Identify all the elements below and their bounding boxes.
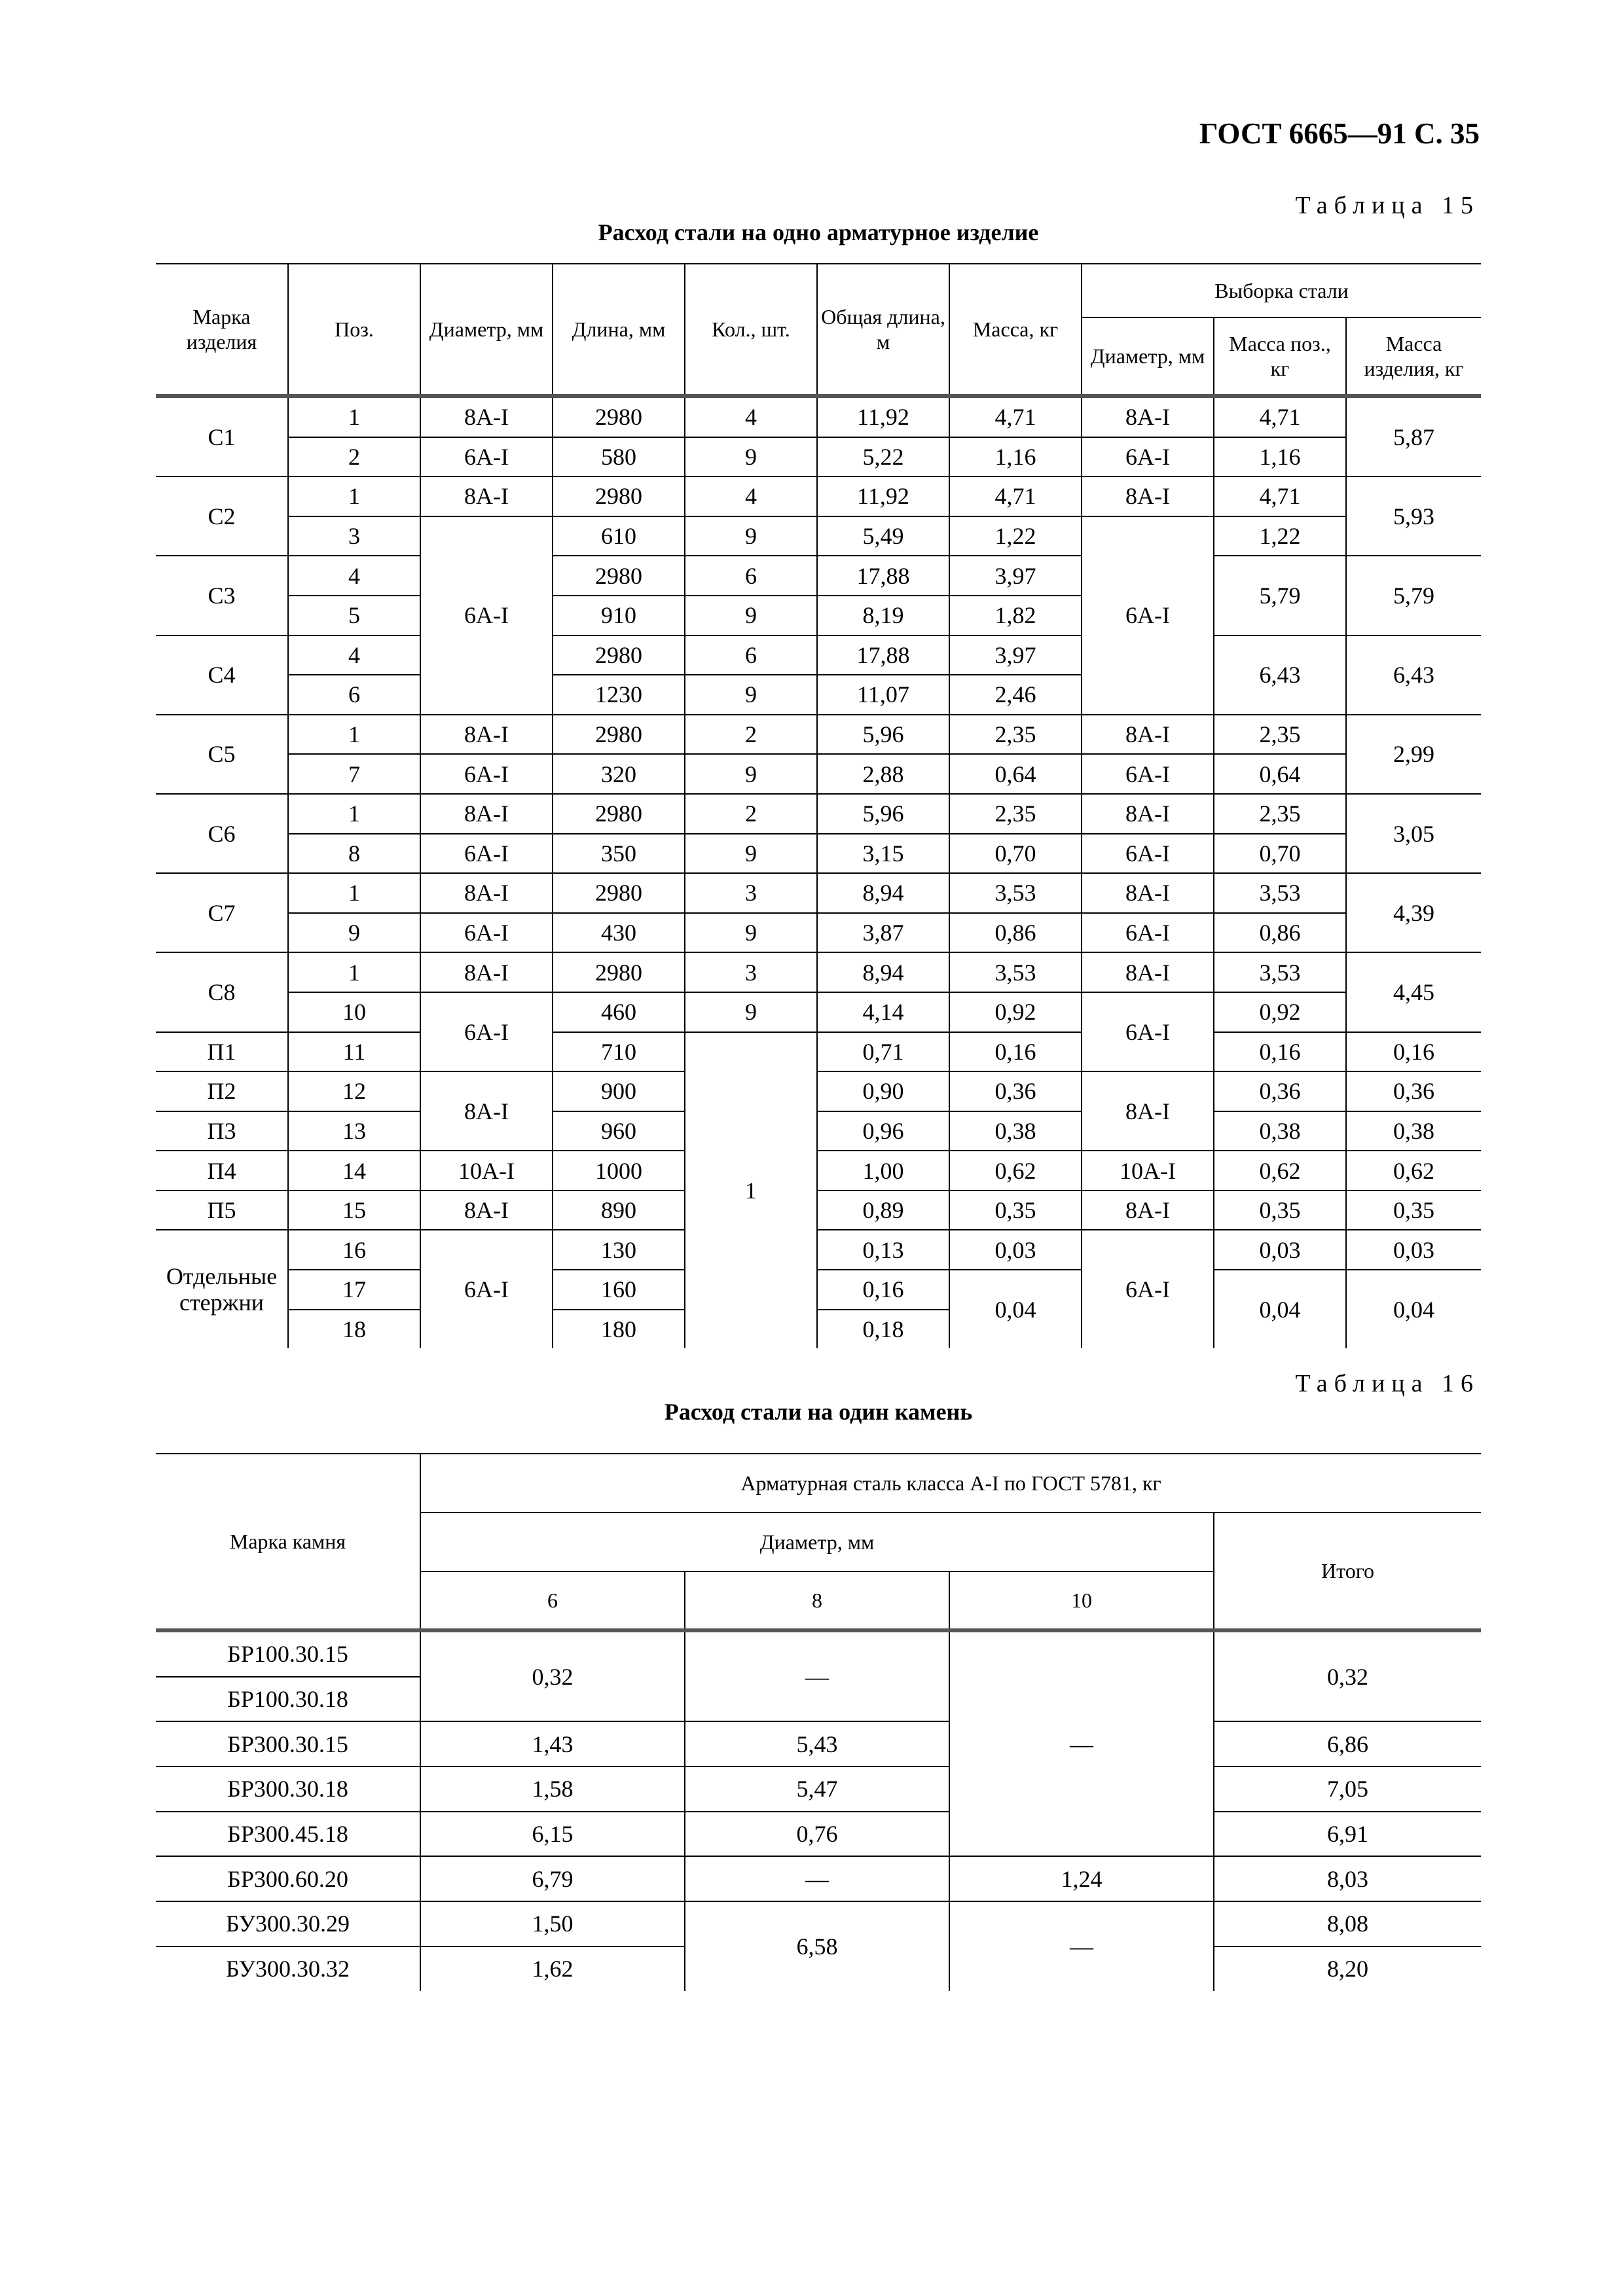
cell: 6: [685, 556, 817, 596]
cell: 0,38: [949, 1111, 1082, 1151]
cell: БР300.60.20: [156, 1856, 420, 1901]
cell: 5,79: [1214, 556, 1346, 635]
cell: —: [949, 1901, 1214, 1990]
cell: 5,49: [817, 516, 949, 556]
cell: 0,35: [1346, 1191, 1481, 1230]
cell: 2,88: [817, 754, 949, 794]
cell: 8А-I: [420, 873, 553, 913]
cell: С3: [156, 556, 288, 635]
col-mark-header: Марка изделия: [156, 264, 288, 396]
cell: 6А-I: [1082, 754, 1214, 794]
cell: —: [685, 1856, 949, 1901]
cell: 11,07: [817, 675, 949, 715]
cell: 0,03: [1346, 1230, 1481, 1270]
cell: 8А-I: [1082, 476, 1214, 516]
cell: 2: [685, 715, 817, 755]
cell: 1,50: [420, 1901, 685, 1946]
cell: 8,94: [817, 873, 949, 913]
table-row: [156, 754, 1481, 794]
cell: 0,16: [1346, 1032, 1481, 1072]
cell: 2980: [553, 636, 685, 675]
cell: 9: [685, 675, 817, 715]
cell: П5: [156, 1191, 288, 1230]
cell: 4,71: [949, 396, 1082, 437]
table-row: [156, 834, 1481, 874]
col-count-header: Кол., шт.: [685, 264, 817, 396]
cell: 5,43: [685, 1721, 949, 1767]
table-row: [156, 476, 1481, 516]
cell: 2,46: [949, 675, 1082, 715]
cell: 0,36: [1346, 1071, 1481, 1111]
table-row: [156, 1032, 1481, 1072]
cell: 14: [288, 1151, 420, 1191]
cell: 8,19: [817, 596, 949, 636]
cell: 1,24: [949, 1856, 1214, 1901]
cell: П3: [156, 1111, 288, 1151]
cell: 0,38: [1214, 1111, 1346, 1151]
page-header: ГОСТ 6665—91 С. 35: [1199, 117, 1480, 150]
col-steel-header: Арматурная сталь класса А-I по ГОСТ 5781, кг: [420, 1454, 1481, 1513]
cell: 0,70: [949, 834, 1082, 874]
cell: 1,82: [949, 596, 1082, 636]
cell: 6,79: [420, 1856, 685, 1901]
cell: 6А-I: [1082, 992, 1214, 1071]
cell: 9: [685, 596, 817, 636]
col-diameter-header: Диаметр, мм: [420, 264, 553, 396]
cell: 6,15: [420, 1812, 685, 1857]
cell: 6А-I: [420, 754, 553, 794]
cell: 8: [288, 834, 420, 874]
table15: [156, 263, 1481, 1348]
cell: 0,13: [817, 1230, 949, 1270]
cell: 9: [685, 437, 817, 477]
cell: 0,32: [420, 1630, 685, 1721]
cell: 8А-I: [1082, 1071, 1214, 1151]
cell: 13: [288, 1111, 420, 1151]
cell: 0,70: [1214, 834, 1346, 874]
cell: 460: [553, 992, 685, 1032]
cell: 0,71: [817, 1032, 949, 1072]
cell: 9: [288, 913, 420, 953]
table-row: [156, 1270, 1481, 1310]
cell: 16: [288, 1230, 420, 1270]
cell: 1,22: [949, 516, 1082, 556]
table-row: [156, 1151, 1481, 1191]
cell: 6А-I: [420, 834, 553, 874]
cell: —: [949, 1630, 1214, 1856]
table-row: [156, 1230, 1481, 1270]
cell: 0,86: [1214, 913, 1346, 953]
cell: 5,93: [1346, 476, 1481, 556]
cell: 160: [553, 1270, 685, 1310]
col-selection-header: Выборка стали: [1082, 264, 1481, 317]
cell: 6,43: [1346, 636, 1481, 715]
table15-title: Расход стали на одно арматурное изделие: [598, 219, 1039, 245]
cell: 4: [288, 636, 420, 675]
cell: 1: [288, 396, 420, 437]
cell: 0,16: [1214, 1032, 1346, 1072]
cell: С2: [156, 476, 288, 556]
cell: 2,35: [949, 715, 1082, 755]
cell: 130: [553, 1230, 685, 1270]
cell: 9: [685, 834, 817, 874]
cell: 900: [553, 1071, 685, 1111]
cell: БР100.30.18: [156, 1677, 420, 1722]
cell: С4: [156, 636, 288, 715]
table-row: [156, 636, 1481, 675]
cell: 0,38: [1346, 1111, 1481, 1151]
cell: Отдельные стержни: [156, 1230, 288, 1348]
cell: 4: [685, 476, 817, 516]
cell: 11,92: [817, 396, 949, 437]
cell: 1,22: [1214, 516, 1346, 556]
cell: 3: [288, 516, 420, 556]
cell: С7: [156, 873, 288, 952]
cell: 5: [288, 596, 420, 636]
cell: 8,94: [817, 952, 949, 992]
cell: 3: [685, 952, 817, 992]
cell: С8: [156, 952, 288, 1031]
table-row: [156, 1071, 1481, 1111]
cell: 8А-I: [420, 715, 553, 755]
cell: 10: [288, 992, 420, 1032]
table-row: [156, 1767, 1481, 1812]
cell: 2980: [553, 715, 685, 755]
cell: 10А-I: [420, 1151, 553, 1191]
cell: 6,43: [1214, 636, 1346, 715]
cell: 9: [685, 913, 817, 953]
cell: 8А-I: [1082, 794, 1214, 834]
cell: 1: [288, 715, 420, 755]
cell: 0,62: [1346, 1151, 1481, 1191]
cell: 1: [288, 873, 420, 913]
cell: 2980: [553, 556, 685, 596]
cell: 2,99: [1346, 715, 1481, 794]
table16-title: Расход стали на один камень: [664, 1399, 973, 1425]
cell: 9: [685, 992, 817, 1032]
cell: БУ300.30.32: [156, 1946, 420, 1991]
cell: 0,89: [817, 1191, 949, 1230]
cell: 4,14: [817, 992, 949, 1032]
cell: 8А-I: [1082, 396, 1214, 437]
cell: 3,53: [949, 952, 1082, 992]
cell: 1: [288, 794, 420, 834]
cell: 2980: [553, 952, 685, 992]
cell: 1: [288, 952, 420, 992]
table-row: [156, 992, 1481, 1032]
cell: 0,16: [817, 1270, 949, 1310]
cell: 6А-I: [420, 1230, 553, 1348]
cell: 2980: [553, 873, 685, 913]
cell: 8А-I: [1082, 1191, 1214, 1230]
cell: 1,16: [1214, 437, 1346, 477]
col-total-header: Итого: [1214, 1513, 1481, 1630]
cell: 3,05: [1346, 794, 1481, 873]
cell: 3,87: [817, 913, 949, 953]
cell: 3,53: [949, 873, 1082, 913]
cell: 2: [288, 437, 420, 477]
cell: 6А-I: [420, 992, 553, 1071]
col-pos-header: Поз.: [288, 264, 420, 396]
cell: 2980: [553, 396, 685, 437]
cell: 3,53: [1214, 952, 1346, 992]
cell: 5,87: [1346, 396, 1481, 476]
cell: 0,03: [1214, 1230, 1346, 1270]
cell: 9: [685, 516, 817, 556]
table-row: [156, 952, 1481, 992]
cell: 8А-I: [1082, 715, 1214, 755]
cell: 7: [288, 754, 420, 794]
cell: 6А-I: [1082, 834, 1214, 874]
cell: БУ300.30.29: [156, 1901, 420, 1946]
cell: 0,96: [817, 1111, 949, 1151]
cell: 3,15: [817, 834, 949, 874]
cell: 17,88: [817, 556, 949, 596]
cell: 180: [553, 1310, 685, 1349]
table-row: [156, 1856, 1481, 1901]
table-row: [156, 1630, 1481, 1677]
cell: —: [685, 1630, 949, 1721]
col-diameter-header: Диаметр, мм: [420, 1513, 1214, 1571]
table-row: [156, 1111, 1481, 1151]
col-mass-header: Масса, кг: [949, 264, 1082, 396]
cell: 0,64: [949, 754, 1082, 794]
cell: 5,96: [817, 715, 949, 755]
cell: 610: [553, 516, 685, 556]
cell: 17: [288, 1270, 420, 1310]
cell: 4,71: [949, 476, 1082, 516]
table-row: [156, 556, 1481, 596]
cell: П1: [156, 1032, 288, 1072]
cell: 1,43: [420, 1721, 685, 1767]
cell: 0,32: [1214, 1630, 1481, 1721]
cell: 6А-I: [420, 913, 553, 953]
cell: 6А-I: [420, 437, 553, 477]
cell: С5: [156, 715, 288, 794]
cell: 1000: [553, 1151, 685, 1191]
table-row: [156, 1901, 1481, 1946]
cell: 430: [553, 913, 685, 953]
cell: 320: [553, 754, 685, 794]
table-row: [156, 873, 1481, 913]
col-length-header: Длина, мм: [553, 264, 685, 396]
cell: 0,35: [949, 1191, 1082, 1230]
cell: 9: [685, 754, 817, 794]
cell: 0,76: [685, 1812, 949, 1857]
cell: 0,64: [1214, 754, 1346, 794]
cell: 8А-I: [420, 794, 553, 834]
cell: 2,35: [1214, 794, 1346, 834]
cell: 6: [288, 675, 420, 715]
table-row: [156, 1812, 1481, 1857]
cell: 6,91: [1214, 1812, 1481, 1857]
table16: [156, 1453, 1481, 1991]
cell: 0,16: [949, 1032, 1082, 1072]
cell: 5,47: [685, 1767, 949, 1812]
cell: 0,92: [1214, 992, 1346, 1032]
cell: 4: [685, 396, 817, 437]
cell: 17,88: [817, 636, 949, 675]
cell: 350: [553, 834, 685, 874]
cell: 4,39: [1346, 873, 1481, 952]
cell: 12: [288, 1071, 420, 1111]
cell: 3: [685, 873, 817, 913]
col-d10-header: 10: [949, 1571, 1214, 1630]
cell: 2980: [553, 794, 685, 834]
cell: БР300.30.18: [156, 1767, 420, 1812]
col-sel-mass-item-header: Масса изделия, кг: [1346, 317, 1481, 396]
cell: 4: [288, 556, 420, 596]
cell: 910: [553, 596, 685, 636]
cell: 0,36: [949, 1071, 1082, 1111]
cell: П2: [156, 1071, 288, 1111]
cell: 0,90: [817, 1071, 949, 1111]
cell: 8А-I: [420, 476, 553, 516]
cell: 6А-I: [1082, 437, 1214, 477]
cell: 8А-I: [420, 1071, 553, 1151]
cell: БР100.30.15: [156, 1630, 420, 1677]
table-row: [156, 1721, 1481, 1767]
cell: 3,97: [949, 636, 1082, 675]
cell: 4,45: [1346, 952, 1481, 1031]
col-sel-mass-pos-header: Масса поз., кг: [1214, 317, 1346, 396]
cell: 960: [553, 1111, 685, 1151]
cell: 8А-I: [1082, 952, 1214, 992]
cell: 8А-I: [420, 1191, 553, 1230]
cell: 890: [553, 1191, 685, 1230]
table16-label: Таблица 16: [1295, 1370, 1480, 1397]
cell: 6А-I: [420, 516, 553, 715]
col-d8-header: 8: [685, 1571, 949, 1630]
cell: 11: [288, 1032, 420, 1072]
cell: 0,62: [1214, 1151, 1346, 1191]
table-row: [156, 794, 1481, 834]
cell: 2,35: [949, 794, 1082, 834]
cell: 3,97: [949, 556, 1082, 596]
cell: 580: [553, 437, 685, 477]
col-sel-diameter-header: Диаметр, мм: [1082, 317, 1214, 396]
cell: 3,53: [1214, 873, 1346, 913]
table-row: [156, 913, 1481, 953]
cell: 5,22: [817, 437, 949, 477]
cell: 6: [685, 636, 817, 675]
cell: БР300.30.15: [156, 1721, 420, 1767]
cell: 0,04: [1214, 1270, 1346, 1348]
cell: 6А-I: [1082, 516, 1214, 715]
cell: 8,08: [1214, 1901, 1481, 1946]
cell: 8А-I: [420, 396, 553, 437]
cell: 4,71: [1214, 476, 1346, 516]
cell: 8А-I: [1082, 873, 1214, 913]
cell: 10А-I: [1082, 1151, 1214, 1191]
cell: 5,96: [817, 794, 949, 834]
table-row: [156, 1191, 1481, 1230]
cell: 2980: [553, 476, 685, 516]
table15-label: Таблица 15: [1295, 192, 1480, 219]
table-row: [156, 396, 1481, 437]
cell: 1: [685, 1032, 817, 1349]
cell: П4: [156, 1151, 288, 1191]
cell: 8,20: [1214, 1946, 1481, 1991]
cell: 8А-I: [420, 952, 553, 992]
cell: 4,71: [1214, 396, 1346, 437]
cell: 1,16: [949, 437, 1082, 477]
cell: 2,35: [1214, 715, 1346, 755]
cell: 11,92: [817, 476, 949, 516]
col-total-length-header: Общая длина, м: [817, 264, 949, 396]
cell: 15: [288, 1191, 420, 1230]
cell: 0,18: [817, 1310, 949, 1349]
cell: 1,00: [817, 1151, 949, 1191]
cell: 1230: [553, 675, 685, 715]
col-d6-header: 6: [420, 1571, 685, 1630]
col-stone-mark-header: Марка камня: [156, 1454, 420, 1630]
cell: 1: [288, 476, 420, 516]
cell: С1: [156, 396, 288, 476]
cell: 0,86: [949, 913, 1082, 953]
cell: 0,62: [949, 1151, 1082, 1191]
cell: 710: [553, 1032, 685, 1072]
cell: 0,04: [1346, 1270, 1481, 1348]
table-row: [156, 715, 1481, 755]
table-row: [156, 437, 1481, 477]
table-row: [156, 516, 1481, 556]
cell: 1,58: [420, 1767, 685, 1812]
cell: С6: [156, 794, 288, 873]
cell: 0,35: [1214, 1191, 1346, 1230]
cell: БР300.45.18: [156, 1812, 420, 1857]
cell: 1,62: [420, 1946, 685, 1991]
cell: 0,04: [949, 1270, 1082, 1348]
cell: 0,03: [949, 1230, 1082, 1270]
cell: 18: [288, 1310, 420, 1349]
cell: 7,05: [1214, 1767, 1481, 1812]
cell: 6,58: [685, 1901, 949, 1990]
cell: 6,86: [1214, 1721, 1481, 1767]
cell: 0,36: [1214, 1071, 1346, 1111]
cell: 0,92: [949, 992, 1082, 1032]
cell: 2: [685, 794, 817, 834]
cell: 8,03: [1214, 1856, 1481, 1901]
cell: 6А-I: [1082, 1230, 1214, 1348]
cell: 5,79: [1346, 556, 1481, 635]
cell: 6А-I: [1082, 913, 1214, 953]
